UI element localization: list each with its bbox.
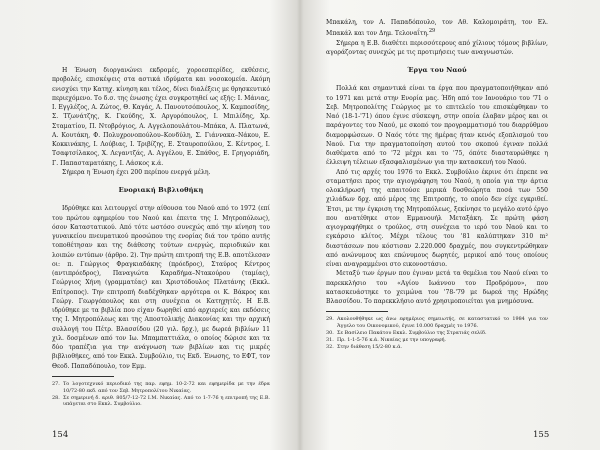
right-footnotes xyxy=(326,316,548,351)
page-number-left: 154 xyxy=(52,430,69,440)
footnote-number: 32. xyxy=(326,343,334,350)
footnote xyxy=(326,316,548,330)
library-holdings-paragraph: Σήμερα η Ε.Β. διαθέτει περισσότερους από χίλιους τόμους βιβλίων, αγοράζοντας συνεχώς με τις προτιμήσεις των αναγνωστών. xyxy=(326,39,548,56)
footnote-text: Σε σημερινή δ. αριθ. 805/7-12-72 Ι.Μ. Νικαίας. Από το 1-7-76 η επιτροπή της Ε.Β. υπάγεται στο Εκκλ. Συμβούλιο. xyxy=(63,394,270,408)
left-footnotes xyxy=(52,381,270,409)
works-paragraph: Από τις αρχές του 1976 το Εκκλ. Συμβούλιο έκρινε ότι έπρεπε να σταματήσει προς την αγιογράφηση του Ναού, η οποία για την άρτια ολοκλήρωσή της απαιτούσε μερικά δυσθεώρητα ποσά των 550 χιλιάδων δρχ. από μέρος της Επιτροπής, το οποίο δεν είχε εγκριθεί. Έτσι, με την έγκριση της Μητροπόλεως, ξεκίνησε το μεγάλο αυτό έργο που ανατέθηκε στον Εμμανουήλ Μεταξάκη. Σε πρώτη φάση αγιογραφήθηκε ο τρούλος, στη συνέχεια το ιερό του Ναού και το εγκάρσιο κλίτος. Μέχρι τέλους του '81 καλύπτηκαν 310 m² διαστάσεων που κόστισαν 2.220.000 δραχμές, που συγκεντρώθηκαν από ανώνυμους και επώνυμους δωρητές, μερικοί από τους οποίους είναι αναγραμμένοι στο εικονοστάσιο. xyxy=(326,168,548,269)
footnote xyxy=(52,381,270,395)
works-paragraph: Μεταξύ των έργων που έγιναν μετά τα θεμέλια του Ναού είναι το παρεκκλήσιο του «Αγίου Ιωάννου του Προδρόμου», που κατασκευάστηκε το χειμώνα του '78-'79 με δωρεά της Ηρώδης Βλασσίδου. Το παρεκκλήσιο αυτό χρησιμοποιείται για μνημόσυνα. xyxy=(326,270,548,306)
library-paragraph: Ιδρύθηκε και λειτουργεί στην αίθουσα του Ναού από το 1972 (επί του πρώτου εφημερίου του Ναού και έπειτα της Ι. Μητροπόλεως), όσον Καταστατικού. Από τότε ωστόσο συνεχώς από την κίνηση του γυναικείου πνευματικού προσώπου της ενορίας διά τον τρόπο αυτής τοποθέτησαν και της διάθεσης τούτων ενεργώς, περιοδικών και λοιπών εντύπων (άρθρο. 2). Την πρώτη επιτροπή της Ε.Β. αποτέλεσαν οι: π. Γεώργιος Φραγκιαδάκης (πρόεδρος), Σταύρος Κέντρος (αντιπρόεδρος), Παναγιώτα Καραδήμα–Ντακούρου (ταμίας), Γεώργιος Χήνη (γραμματέας) και Χριστόδουλος Πλατάνης (Εκκλ. Επίτροπος). Την επιτροπή διαδέχθηκαν αργότερα οι Κ. Βάκρος και Γεώργ. Γεωργόπουλος και στη συνέχεια οι Κατηχητές. Η Ε.Β. ιδρύθηκε με τα βιβλία που είχαν δωρηθεί από αρχιερείς και εκδόσεις της Ι. Μητροπόλεως και της Αποστολικής Διακονίας και την αρχική συλλογή του Πέτρ. Βλασσίδου (20 γιλ. δρχ.), με δωρεά βιβλίων 11 χιλ. δοσμένων από τον Ιω. Μπαμπαττιάλα, ο οποίος δώρισε και τα δύο τραπέζια για την ανάγνωση των βιβλίων και τις μικρές βιβλιοθήκες, από τον Εκκλ. Συμβούλιο, τις Εκδ. Ένωσης, το ΕΦΤ, τον Θεοδ. Παπαδόπουλο, τον Εμμ. xyxy=(52,205,270,370)
footnote-text: Στην διάθεση 15/2-80 κ.ά. xyxy=(337,343,402,350)
footnote-text: Πρ. 1-1-5-76 κ.ά. Νικαίας με την υπογραφή. xyxy=(337,337,446,343)
footnote-number: 28. xyxy=(52,394,60,401)
footnote-divider xyxy=(52,376,114,377)
footnote-number: 29. xyxy=(326,316,334,323)
footnote-text: Το λογοτεχνικό περιοδικό της παρ. εφημ. 10-2-72 και εφημερίδα με την έδρα 10/72-80 εκδ. από τον Σεβ. Μητροπολίτου Νικαίας. xyxy=(63,380,270,394)
footnote-number: 31. xyxy=(326,337,334,343)
right-page xyxy=(300,0,600,450)
footnote xyxy=(326,344,548,351)
footnote xyxy=(52,395,270,409)
section-heading-works: Έργα του Ναού xyxy=(407,66,467,75)
footnote-ref: 29 xyxy=(428,28,436,35)
union-paragraph: Η Ένωση διοργανώνει εκδρομές, χοροεσπερίδες, εκθέσεις, προβολές, επισκέψεις στα αστικά ιδρύματα και νοσοκομεία. Ακόμη ενισχύει την Κατηχ. κίνηση και τέλος, δίνει διαλέξεις με θρησκευτικό περιεχόμενο. Το δ.σ. της ένωσης έχει συγκροτηθεί ως εξής: Ι. Μάνιας, Ι. Εγγλέζος, Α. Ζώτος, Θ. Καγάς, Α. Πανουτσόπουλος, Χ. Καμποσίδης, Σ. Τζωνάτζης, Κ. Γκούδης, Χ. Αργυρόπουλος, Ι. Μπιλίδης, Χρ. Σταματίου, Π. Ντοβρόγιος, Α. Αγγελοπουλάτου–Μπάκα, Α. Πλατωνά, Α. Κουτάκη, Φ. Πολυχρονοπούλου–Κονδύλη, Σ. Γιάννακα–Νάκου, Ε. Κοκκινάκης, Ι. Λούβιας, Ι. Τριβίζης, Ε. Σταυροπούλου, Σ. Κέντρος, Ι. Τσαφτσίλακος, Χ. Λεγαντζάς, Α. Αγγέλου, Ε. Σπάθος, Ε. Γρηγοριάδη, Γ. Παπασταματάκης, Ι. Λάσκος κ.ά. xyxy=(52,67,270,167)
footnote xyxy=(326,330,548,337)
section-heading-library: Ενοριακή Βιβλιοθήκη xyxy=(118,186,204,194)
footnote-divider xyxy=(326,311,388,312)
footnote xyxy=(326,337,548,344)
left-page-body xyxy=(52,66,270,408)
works-paragraph: Πολλά και σημαντικά είναι τα έργα που πραγματοποιήθηκαν από το 1971 και μετά στην Ενορία μας. Ήδη από τον Ιανουάριο του '71 ο Σεβ. Μητροπολίτης Γεώργιος με το επιτελείο του επισκέφθηκαν το Ναό (18-1-'71) όπου έγινε σύσκεψη, στην οποία έλαβαν μέρος και οι παράγοντες του Ναού, με σκοπό τον προγραμματισμό του διαρρύθμου διαμορφώσεων. Ο Ναός τότε της ήμέρας ήταν κενός εξοπλισμού του Ναού. Για την πραγματοποίηση αυτού του σκοπού έγιναν πολλά διαθέματα από το '72 μέχρι και το '75, όπότε διασταυρώθηκε η έλλειψη τέλειων εξασφαλισμένων για την κατασκευή του Ναού. xyxy=(326,85,548,167)
footnote-number: 30. xyxy=(326,330,334,337)
footnote-text: Σε Βασίλειο Πακάτου Εκκλ. Συμβούλιο της Στρατιάς σελίδ. xyxy=(337,330,487,337)
continued-paragraph-text: Μπακάλη, τον Α. Παπαδόπουλο, τον Αθ. Καλομοιράτη, τον Ελ. Μπακάλ και τον Δημ. Τελοναΐτη. xyxy=(326,19,548,38)
footnote-text: Ακολουθήθηκε ως άνω εφημέριος σημειωτής, σε καταστατικό το 1984 για τον Άγγελο του Οικονομικού, έγινε 10.000 δραχμές το 1976. xyxy=(337,316,548,330)
right-page-body xyxy=(326,18,548,351)
footnote-number: 27. xyxy=(52,380,60,387)
union-members-paragraph: Σήμερα η Ένωση έχει 200 περίπου ενεργά μέλη. xyxy=(62,168,211,176)
page-number-right: 155 xyxy=(533,430,550,440)
continued-paragraph xyxy=(326,18,548,39)
